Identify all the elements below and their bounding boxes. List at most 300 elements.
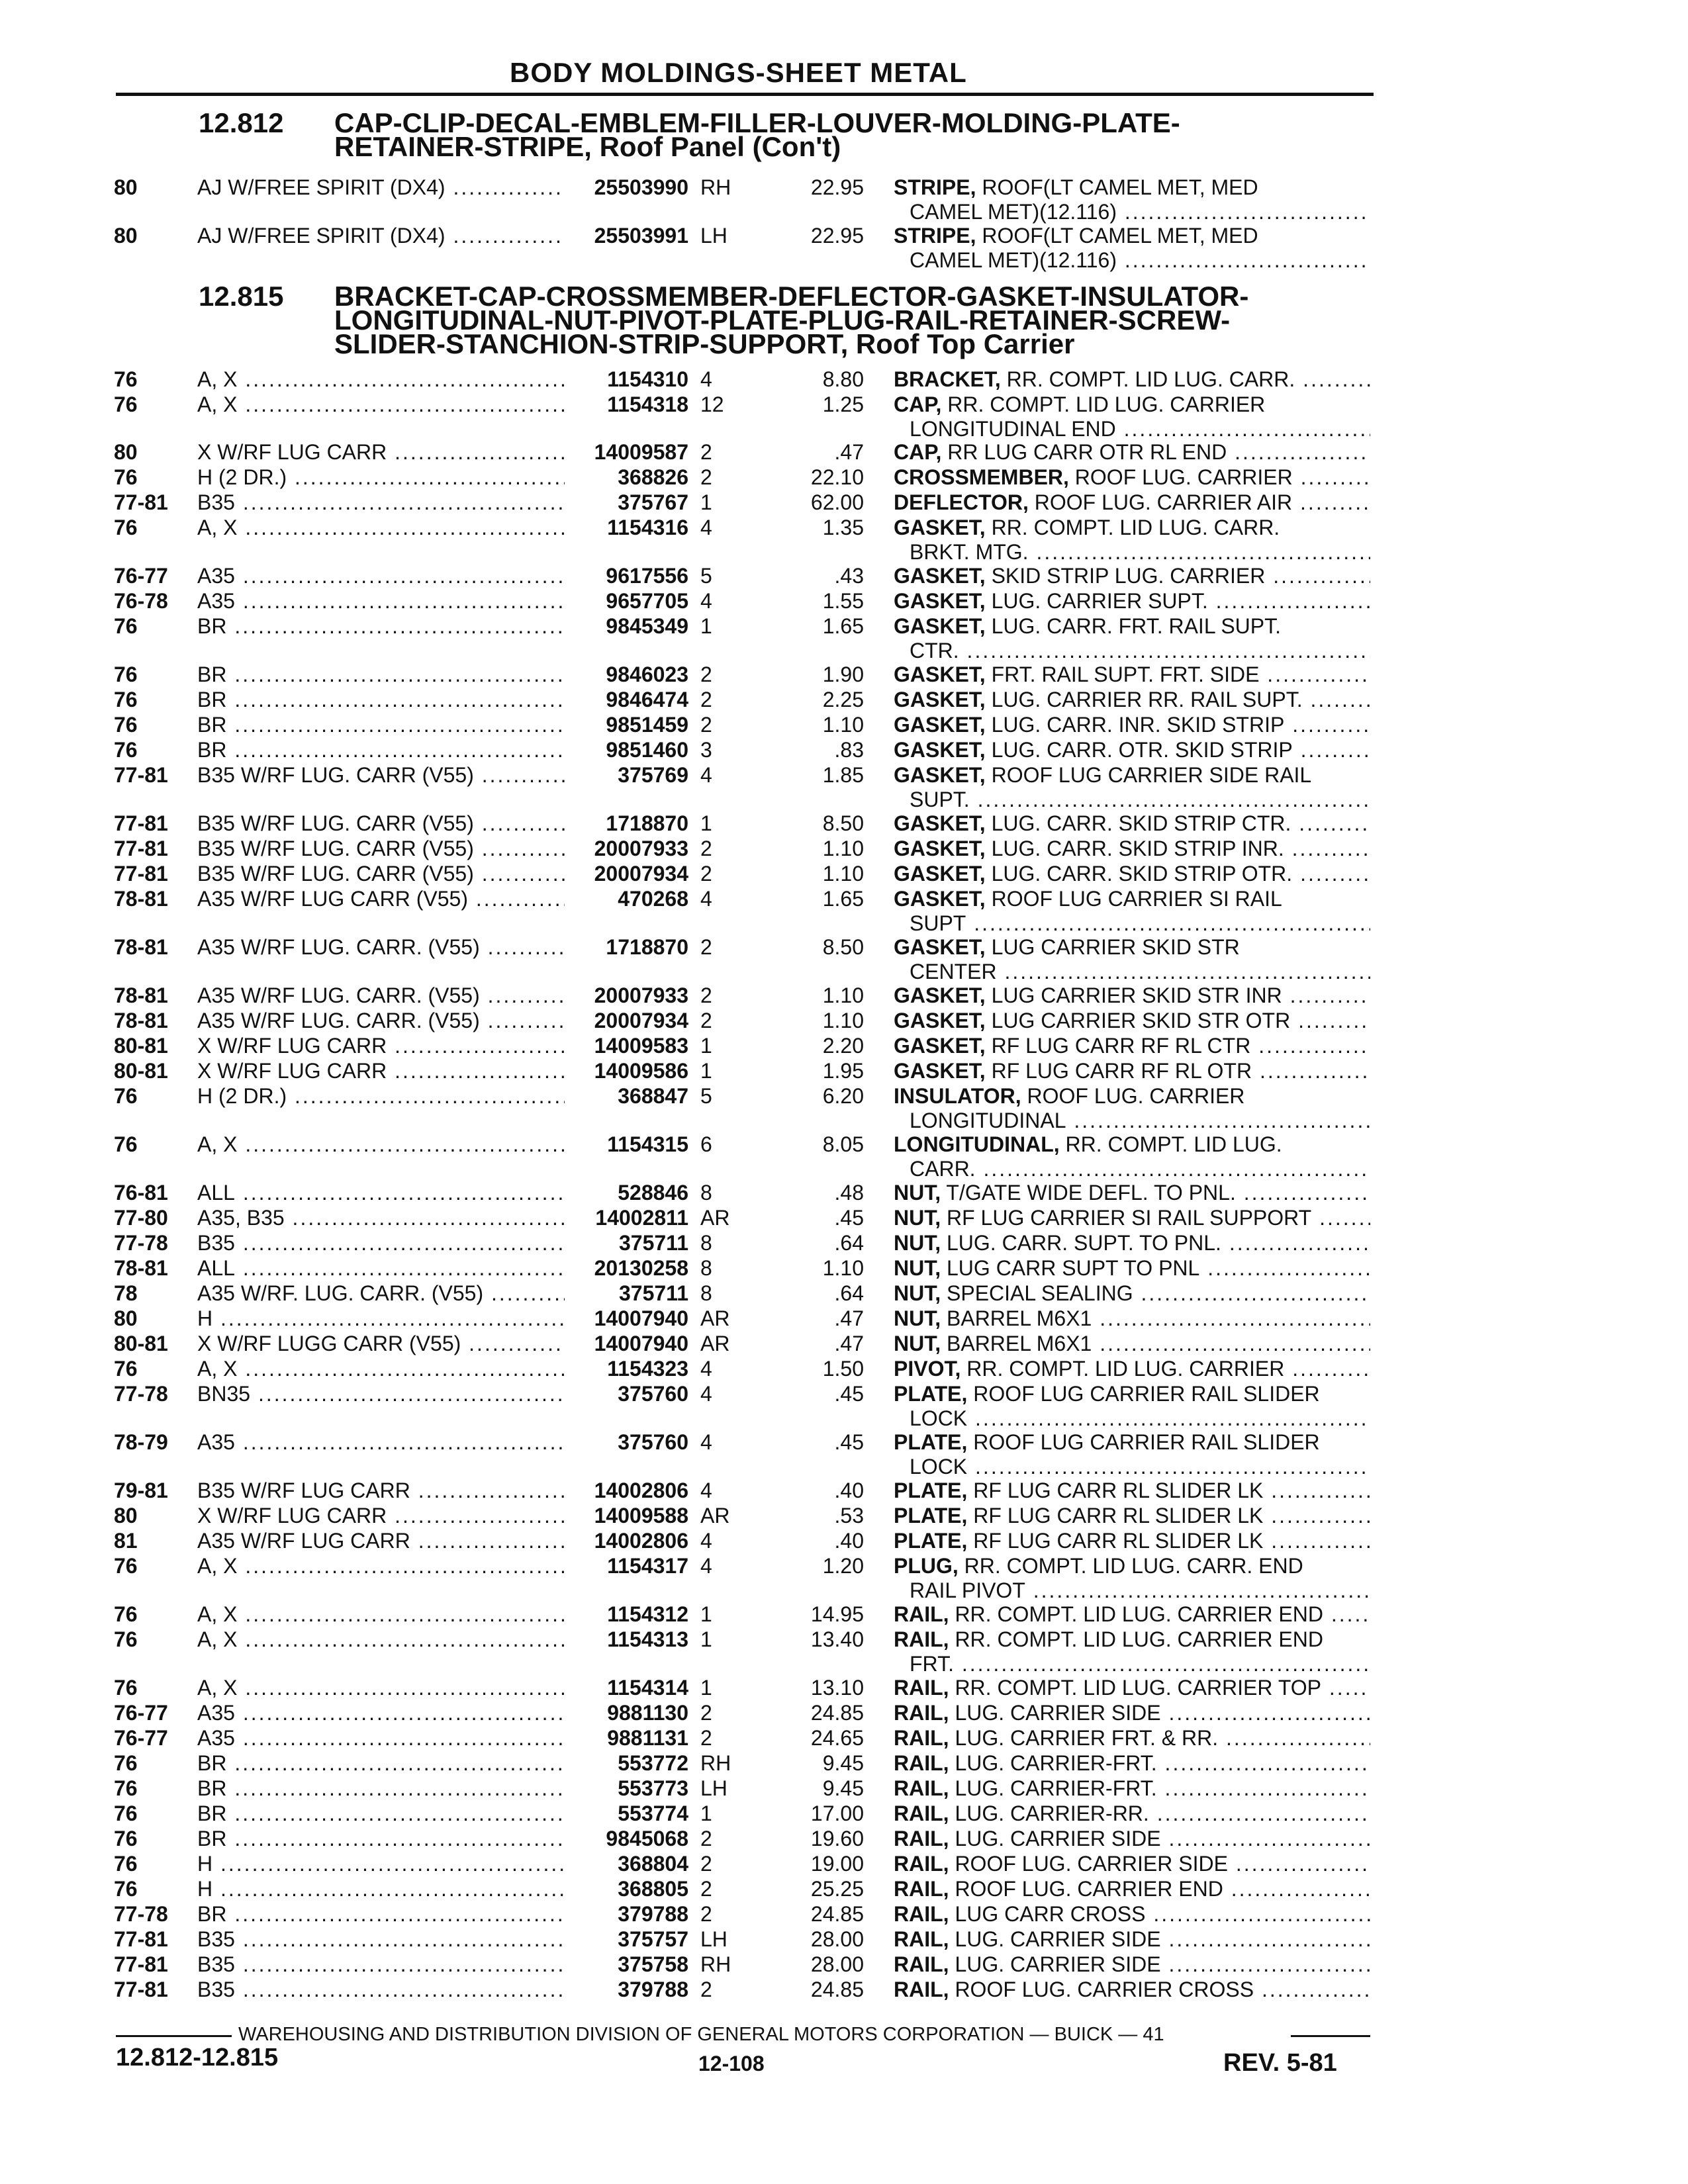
quantity: 2 [700,1852,712,1876]
description-continuation: LOCK ..... [894,1455,1370,1479]
quantity: 12 [700,392,724,416]
table-row [0,935,1688,984]
quantity: 4 [700,1529,712,1553]
model-code: AJ W/FREE SPIRIT (DX4) ..... [197,224,565,248]
description-continuation: SUPT. ..... [894,788,1370,812]
model-year: 78-81 [114,1256,168,1280]
price: 6.20 [822,1084,864,1108]
part-name: PLATE, [894,1382,968,1406]
part-name: LONGITUDINAL, [894,1132,1060,1156]
model-year: 77-81 [114,490,168,514]
model-year: 76 [114,1776,138,1800]
model-year: 76 [114,1132,138,1156]
description-line [894,175,1370,200]
table-row [0,1978,1688,2026]
description-line [894,1852,1370,1876]
part-number: 368826 [618,465,688,489]
model-year: 77-78 [114,1382,168,1406]
model-year: 76 [114,1554,138,1578]
model-year: 76 [114,1084,138,1108]
model-year: 77-81 [114,763,168,787]
quantity: 2 [700,862,712,886]
description-text: LUG CARR SUPT TO PNL [947,1256,1200,1280]
description-text: LUG. CARRIER SIDE [955,1952,1161,1976]
part-name: RAIL, [894,1978,949,2001]
description-line [894,1751,1370,1776]
quantity: LH [700,224,727,248]
price: 13.10 [810,1676,864,1700]
part-number: 14002811 [595,1206,688,1230]
quantity: 1 [700,490,712,514]
description-text: SKID STRIP LUG. CARRIER [991,564,1266,588]
quantity: 2 [700,1978,712,2001]
model-code: BR ..... [197,1902,565,1927]
part-name: PIVOT, [894,1357,961,1381]
description-text: RR LUG CARR OTR RL END [947,440,1227,464]
part-name: GASKET, [894,688,986,711]
part-name: PLATE, [894,1504,968,1527]
description-line [894,1776,1370,1801]
model-code: H (2 DR.) ..... [197,1084,565,1109]
part-name: NUT, [894,1181,941,1205]
description-text: LUG. CARR. SUPT. TO PNL. [947,1231,1221,1255]
part-description [894,589,1370,614]
description-text: LUG CARR CROSS [955,1902,1146,1926]
description-line [894,688,1370,712]
model-year: 76 [114,614,138,638]
model-year: 76 [114,1627,138,1651]
price: 24.85 [810,1701,864,1725]
part-description [894,713,1370,737]
description-text: ROOF LUG. CARRIER END [955,1877,1223,1901]
part-description [894,1479,1370,1503]
description-line [894,1602,1370,1627]
part-description [894,1059,1370,1083]
part-number: 368804 [618,1852,688,1876]
model-year: 76 [114,1602,138,1626]
model-code: BR ..... [197,1801,565,1826]
model-year: 76 [114,1801,138,1825]
part-name: RAIL, [894,1602,949,1626]
description-line [894,1306,1370,1331]
description-line [894,490,1370,515]
model-year: 76 [114,1751,138,1775]
description-text: ROOF LUG CARRIER RAIL SLIDER [973,1382,1320,1406]
description-text: RF LUG CARRIER SI RAIL SUPPORT [947,1206,1312,1230]
quantity: 4 [700,1382,712,1406]
table-row [0,763,1688,812]
part-number: 1154312 [607,1602,688,1626]
part-name: GASKET, [894,1034,986,1058]
model-code: B35 ..... [197,1927,565,1952]
part-number: 375758 [618,1952,688,1976]
model-code: X W/RF LUGG CARR (V55) ..... [197,1332,565,1356]
description-text: LUG. CARR. SKID STRIP INR. [991,837,1284,860]
description-text: ROOF LUG. CARRIER SIDE [955,1852,1228,1876]
part-name: GASKET, [894,811,986,835]
quantity: 1 [700,1627,712,1651]
part-description [894,1776,1370,1801]
part-number: 9881130 [607,1701,688,1725]
description-text: RR. COMPT. LID LUG. CARRIER END [955,1627,1323,1651]
model-code: BR ..... [197,688,565,712]
part-description [894,1751,1370,1776]
part-name: GASKET, [894,935,986,959]
model-year: 76-77 [114,564,168,588]
part-name: GASKET, [894,983,986,1007]
part-name: GASKET, [894,887,986,911]
description-line [894,1726,1370,1751]
description-line [894,1034,1370,1058]
model-year: 78-81 [114,983,168,1007]
quantity: 1 [700,1059,712,1083]
price: 25.25 [810,1877,864,1901]
quantity: 4 [700,516,712,539]
description-line [894,983,1370,1008]
quantity: 6 [700,1132,712,1156]
description-continuation: LONGITUDINAL END ..... [894,417,1370,441]
description-text: LUG. CARR. SKID STRIP OTR. [991,862,1293,886]
table-row [0,392,1688,441]
table-row [0,1430,1688,1479]
quantity: 1 [700,614,712,638]
quantity: 2 [700,1902,712,1926]
part-number: 20130258 [594,1256,688,1280]
description-line [894,1877,1370,1901]
description-continuation: CENTER ..... [894,960,1370,984]
price: .64 [834,1281,864,1305]
price: 1.10 [822,983,864,1007]
part-name: GASKET, [894,564,986,588]
model-year: 80 [114,440,138,464]
part-number: 20007934 [594,862,688,886]
description-text: SPECIAL SEALING [947,1281,1133,1305]
quantity: 4 [700,1554,712,1578]
model-year: 76 [114,465,138,489]
part-description [894,564,1370,588]
model-code: H ..... [197,1306,565,1331]
description-line [894,1430,1370,1455]
description-line [894,1479,1370,1503]
description-line [894,564,1370,588]
model-code: A, X ..... [197,1627,565,1652]
description-line [894,1676,1370,1700]
description-text: RR. COMPT. LID LUG. CARR. [1006,367,1295,391]
quantity: 4 [700,367,712,391]
section-heading-line: BRACKET-CAP-CROSSMEMBER-DEFLECTOR-GASKET-INSULATOR- [334,281,1249,312]
model-year: 79-81 [114,1479,168,1502]
price: .45 [834,1382,864,1406]
price: 24.85 [810,1978,864,2001]
price: 1.50 [822,1357,864,1381]
model-year: 76-77 [114,1701,168,1725]
part-description [894,1827,1370,1851]
part-description [894,738,1370,762]
description-text: LUG. CARRIER SUPT. [991,589,1208,613]
part-description [894,1231,1370,1255]
description-line [894,1181,1370,1205]
footer-rule [1291,2035,1370,2037]
part-name: INSULATOR, [894,1084,1021,1108]
description-text: LUG. CARRIER-RR. [955,1801,1149,1825]
section-heading-line: LONGITUDINAL-NUT-PIVOT-PLATE-PLUG-RAIL-RETAINER-SCREW- [334,304,1231,336]
description-text: LUG. CARR. FRT. RAIL SUPT. [991,614,1281,638]
part-number: 1154317 [607,1554,688,1578]
part-description [894,1357,1370,1381]
description-continuation: SUPT ..... [894,911,1370,936]
model-code: BR ..... [197,1776,565,1801]
description-text: FRT. RAIL SUPT. FRT. SIDE [991,662,1260,686]
part-number: 368805 [618,1877,688,1901]
model-year: 76 [114,688,138,711]
part-description [894,1902,1370,1927]
price: 17.00 [810,1801,864,1825]
model-year: 78-81 [114,887,168,911]
part-description [894,1701,1370,1725]
description-text: RR. COMPT. LID LUG. CARR. END [964,1554,1303,1578]
part-name: RAIL, [894,1701,949,1725]
model-year: 76 [114,392,138,416]
table-row [0,1382,1688,1431]
part-number: 368847 [618,1084,688,1108]
table-row [0,1554,1688,1603]
description-continuation: CAMEL MET)(12.116) ..... [894,200,1370,224]
part-description [894,440,1370,465]
table-row [0,1084,1688,1133]
part-number: 14009588 [594,1504,688,1527]
description-line [894,713,1370,737]
part-description [894,1382,1370,1431]
description-line [894,862,1370,886]
price: 1.10 [822,1009,864,1032]
description-text: ROOF LUG. CARRIER [1027,1084,1245,1108]
part-name: PLATE, [894,1430,968,1454]
model-code: X W/RF LUG CARR ..... [197,440,565,465]
price: 1.65 [822,614,864,638]
part-name: RAIL, [894,1927,949,1951]
description-line [894,1281,1370,1306]
description-text: RF LUG CARR RL SLIDER LK [973,1529,1264,1553]
price: 9.45 [822,1751,864,1775]
model-year: 76 [114,1357,138,1381]
part-description [894,935,1370,984]
part-description [894,1504,1370,1528]
description-text: LUG. CARR. INR. SKID STRIP [991,713,1285,737]
part-number: 375767 [618,490,688,514]
model-year: 80 [114,175,138,199]
price: .40 [834,1479,864,1502]
price: 22.95 [810,175,864,199]
part-number: 528846 [618,1181,688,1205]
part-number: 14009583 [594,1034,688,1058]
price: 2.25 [822,688,864,711]
part-name: PLATE, [894,1479,968,1502]
description-text: LUG. CARRIER SIDE [955,1827,1161,1850]
price: .40 [834,1529,864,1553]
price: 2.20 [822,1034,864,1058]
part-name: GASKET, [894,1059,986,1083]
model-code: BR ..... [197,662,565,687]
part-name: STRIPE, [894,224,976,248]
section-number: 12.812 [199,107,284,138]
description-line [894,1701,1370,1725]
description-continuation: CARR. ..... [894,1157,1370,1181]
part-number: 375757 [618,1927,688,1951]
model-code: B35 ..... [197,1978,565,2002]
model-code: ALL ..... [197,1181,565,1205]
table-row [0,1132,1688,1181]
description-text: LUG CARRIER SKID STR INR [991,983,1282,1007]
part-name: RAIL, [894,1676,949,1700]
part-description [894,763,1370,812]
part-number: 1154315 [607,1132,688,1156]
description-text: RF LUG CARR RF RL CTR [991,1034,1251,1058]
description-line [894,1256,1370,1281]
price: 8.50 [822,811,864,835]
model-year: 81 [114,1529,138,1553]
part-description [894,1676,1370,1700]
model-year: 78-81 [114,935,168,959]
description-continuation: BRKT. MTG. ..... [894,540,1370,565]
model-code: BR ..... [197,738,565,762]
model-code: ALL ..... [197,1256,565,1281]
description-text: RF LUG CARR RL SLIDER LK [973,1479,1264,1502]
model-year: 77-80 [114,1206,168,1230]
description-line [894,1554,1370,1578]
part-description [894,1529,1370,1553]
model-year: 76 [114,367,138,391]
part-number: 9657705 [606,589,688,613]
description-line [894,1927,1370,1952]
part-name: RAIL, [894,1877,949,1901]
part-description [894,465,1370,490]
part-number: 375711 [618,1231,688,1255]
part-name: RAIL, [894,1852,949,1876]
quantity: 2 [700,465,712,489]
model-year: 77-81 [114,811,168,835]
part-number: 553772 [618,1751,688,1775]
model-code: A35 ..... [197,1726,565,1751]
part-description [894,1332,1370,1356]
model-year: 80-81 [114,1034,168,1058]
table-row [0,224,1688,273]
model-year: 80 [114,1306,138,1330]
quantity: 8 [700,1231,712,1255]
description-line [894,1978,1370,2002]
part-description [894,1801,1370,1826]
part-description [894,614,1370,663]
model-year: 77-81 [114,1927,168,1951]
price: .48 [834,1181,864,1205]
quantity: 1 [700,811,712,835]
quantity: 2 [700,662,712,686]
model-code: A35 ..... [197,1701,565,1725]
price: 22.10 [810,465,864,489]
model-year: 77-81 [114,1978,168,2001]
part-description [894,1978,1370,2002]
description-text: LUG. CARR. SKID STRIP CTR. [991,811,1291,835]
part-name: NUT, [894,1281,941,1305]
price: .47 [834,1332,864,1355]
model-code: A35 W/RF LUG. CARR. (V55) ..... [197,1009,565,1033]
part-number: 379788 [618,1978,688,2001]
model-code: B35 ..... [197,490,565,515]
part-description [894,1084,1370,1133]
part-name: NUT, [894,1306,941,1330]
part-description [894,1206,1370,1230]
table-row [0,614,1688,663]
description-text: T/GATE WIDE DEFL. TO PNL. [946,1181,1236,1205]
description-line [894,1357,1370,1381]
price: 9.45 [822,1776,864,1800]
part-name: GASKET, [894,837,986,860]
model-code: H (2 DR.) ..... [197,465,565,490]
quantity: 2 [700,440,712,464]
quantity: 2 [700,713,712,737]
part-name: GASKET, [894,763,986,787]
quantity: 1 [700,1676,712,1700]
quantity: 3 [700,738,712,762]
price: .53 [834,1504,864,1527]
part-name: RAIL, [894,1902,949,1926]
part-description [894,811,1370,836]
description-line [894,887,1370,911]
description-line [894,662,1370,687]
part-name: PLATE, [894,1529,968,1553]
part-name: GASKET, [894,1009,986,1032]
part-number: 9617556 [606,564,688,588]
description-continuation: LOCK ..... [894,1406,1370,1431]
part-description [894,1181,1370,1205]
part-name: RAIL, [894,1776,949,1800]
model-code: A, X ..... [197,1132,565,1157]
quantity: 4 [700,1430,712,1454]
model-year: 76-78 [114,589,168,613]
part-number: 9881131 [607,1726,688,1750]
part-description [894,516,1370,565]
part-number: 379788 [618,1902,688,1926]
description-line [894,1009,1370,1033]
quantity: 2 [700,688,712,711]
price: 24.65 [810,1726,864,1750]
quantity: 2 [700,1827,712,1850]
footer-section-range: 12.812-12.815 [116,2044,279,2071]
part-name: RAIL, [894,1627,949,1651]
description-text: LUG. CARRIER FRT. & RR. [955,1726,1219,1750]
part-name: PLUG, [894,1554,959,1578]
price: 8.80 [822,367,864,391]
model-code: A35 W/RF LUG. CARR. (V55) ..... [197,983,565,1008]
page-header-title: BODY MOLDINGS-SHEET METAL [510,57,967,88]
description-continuation: RAIL PIVOT ..... [894,1578,1370,1603]
description-line [894,763,1370,788]
model-year: 76-81 [114,1181,168,1205]
model-year: 76 [114,516,138,539]
model-code: A35 W/RF. LUG. CARR. (V55) ..... [197,1281,565,1306]
quantity: 4 [700,1357,712,1381]
part-description [894,837,1370,861]
part-number: 1154310 [607,367,688,391]
part-number: 9851459 [606,713,688,737]
price: .43 [834,564,864,588]
description-text: LUG. CARRIER SIDE [955,1927,1161,1951]
price: 1.10 [822,713,864,737]
model-year: 76 [114,662,138,686]
price: 1.85 [822,763,864,787]
description-line [894,1801,1370,1826]
part-number: 553774 [618,1801,688,1825]
description-line [894,811,1370,836]
